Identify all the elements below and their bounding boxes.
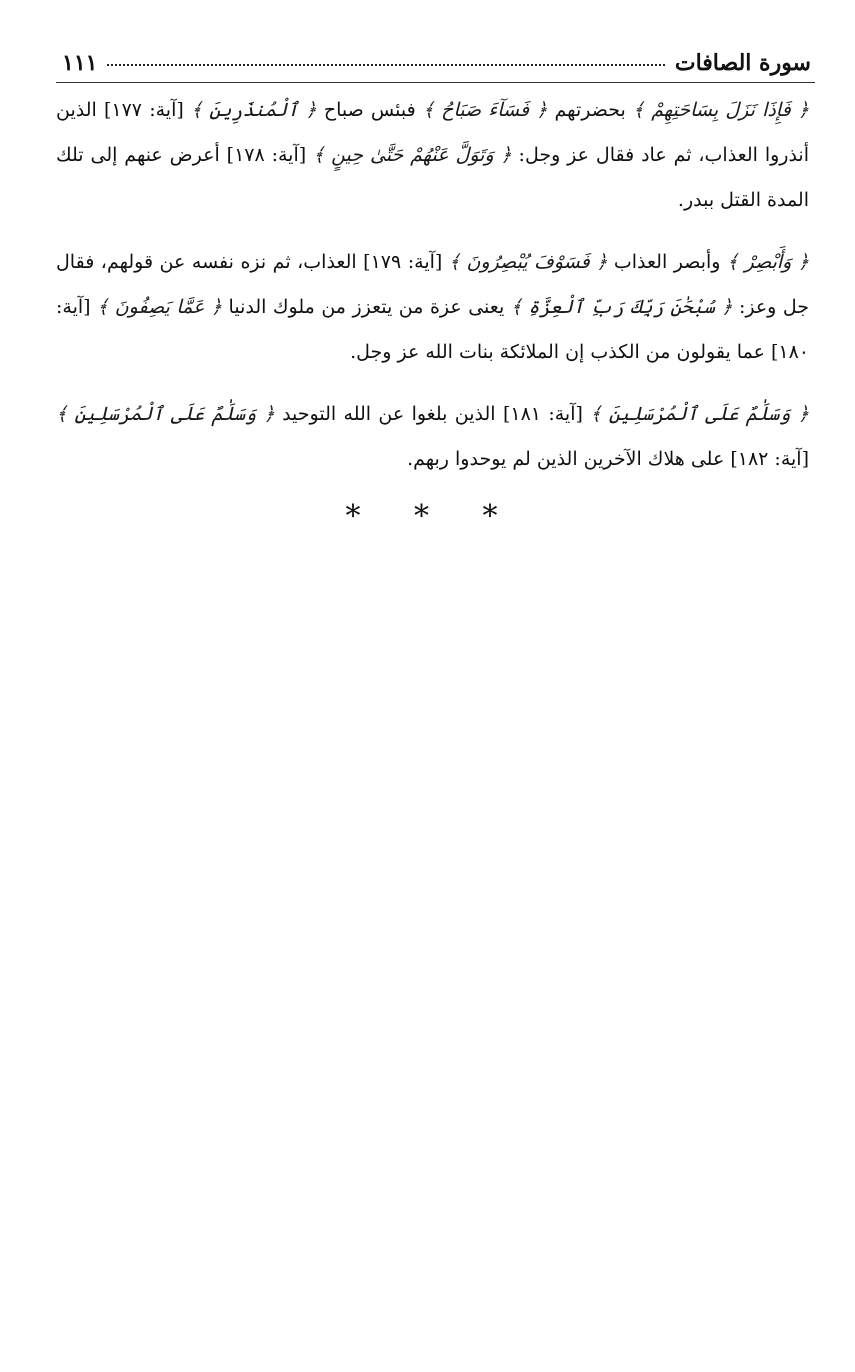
quran-verse: ﴿ وَسَلَٰمٌ عَلَى ٱلْمُرْسَلِينَ ﴾: [56, 403, 275, 425]
paragraph: [56, 88, 809, 223]
page-body: [56, 88, 809, 534]
quran-verse: ﴿ وَتَوَلَّ عَنْهُمْ حَتَّىٰ حِينٍ ﴾: [313, 144, 512, 166]
quran-verse: ﴿ فَسَآءَ صَبَاحُ ﴾: [422, 99, 548, 121]
section-separator: [56, 499, 809, 534]
quran-verse: ﴿ عَمَّا يَصِفُونَ ﴾: [97, 296, 223, 318]
quran-verse: ﴿ وَأَبْصِرْ ﴾: [727, 251, 810, 273]
commentary-text: [آية: ١٨٢] على هلاك الآخرين الذين لم يوحدوا ربهم.: [407, 448, 809, 470]
commentary-text: [آية: ١٧٨] أعرض عنهم إلى تلك المدة القتل ببدر.: [56, 144, 809, 211]
asterisk-glyph: *: [345, 499, 383, 534]
running-header: [62, 36, 811, 76]
commentary-text: [آية: ١٧٧] الذين أنذروا العذاب، ثم عاد فقال عز وجل:: [56, 99, 809, 166]
quran-verse: ﴿ ٱلْمُنذَرِينَ ﴾: [190, 99, 317, 121]
quran-verse: ﴿ وَسَلَٰمٌ عَلَى ٱلْمُرْسَلِينَ ﴾: [590, 403, 809, 425]
quran-verse: ﴿ فَإِذَا نَزَلَ بِسَاحَتِهِمْ ﴾: [632, 99, 809, 121]
header-dot-leader: [107, 64, 664, 66]
commentary-text: [آية: ١٨٠] عما يقولون من الكذب إن الملائكة بنات الله عز وجل.: [56, 296, 809, 363]
paragraph: [56, 240, 809, 375]
commentary-text: [آية: ١٧٩] العذاب، ثم نزه نفسه عن قولهم، فقال جل وعز:: [56, 251, 809, 318]
quran-verse: ﴿ سُبْحَٰنَ رَبِّكَ رَبِّ ٱلْعِزَّةِ ﴾: [510, 296, 733, 318]
commentary-text: يعنى عزة من يتعزز من ملوك الدنيا: [222, 296, 511, 318]
paragraph: [56, 392, 809, 482]
header-divider: [56, 82, 815, 83]
page-number: ١١١: [62, 50, 98, 76]
asterisk-glyph: *: [414, 499, 451, 534]
commentary-text: [آية: ١٨١] الذين بلغوا عن الله التوحيد: [274, 403, 591, 425]
commentary-text: بحضرتهم: [547, 99, 633, 121]
commentary-text: وأبصر العذاب: [607, 251, 727, 273]
quran-verse: ﴿ فَسَوْفَ يُبْصِرُونَ ﴾: [448, 251, 608, 273]
surah-title: سورة الصافات: [674, 50, 811, 76]
commentary-text: فبئس صباح: [316, 99, 423, 121]
asterisk-glyph: *: [482, 499, 520, 534]
